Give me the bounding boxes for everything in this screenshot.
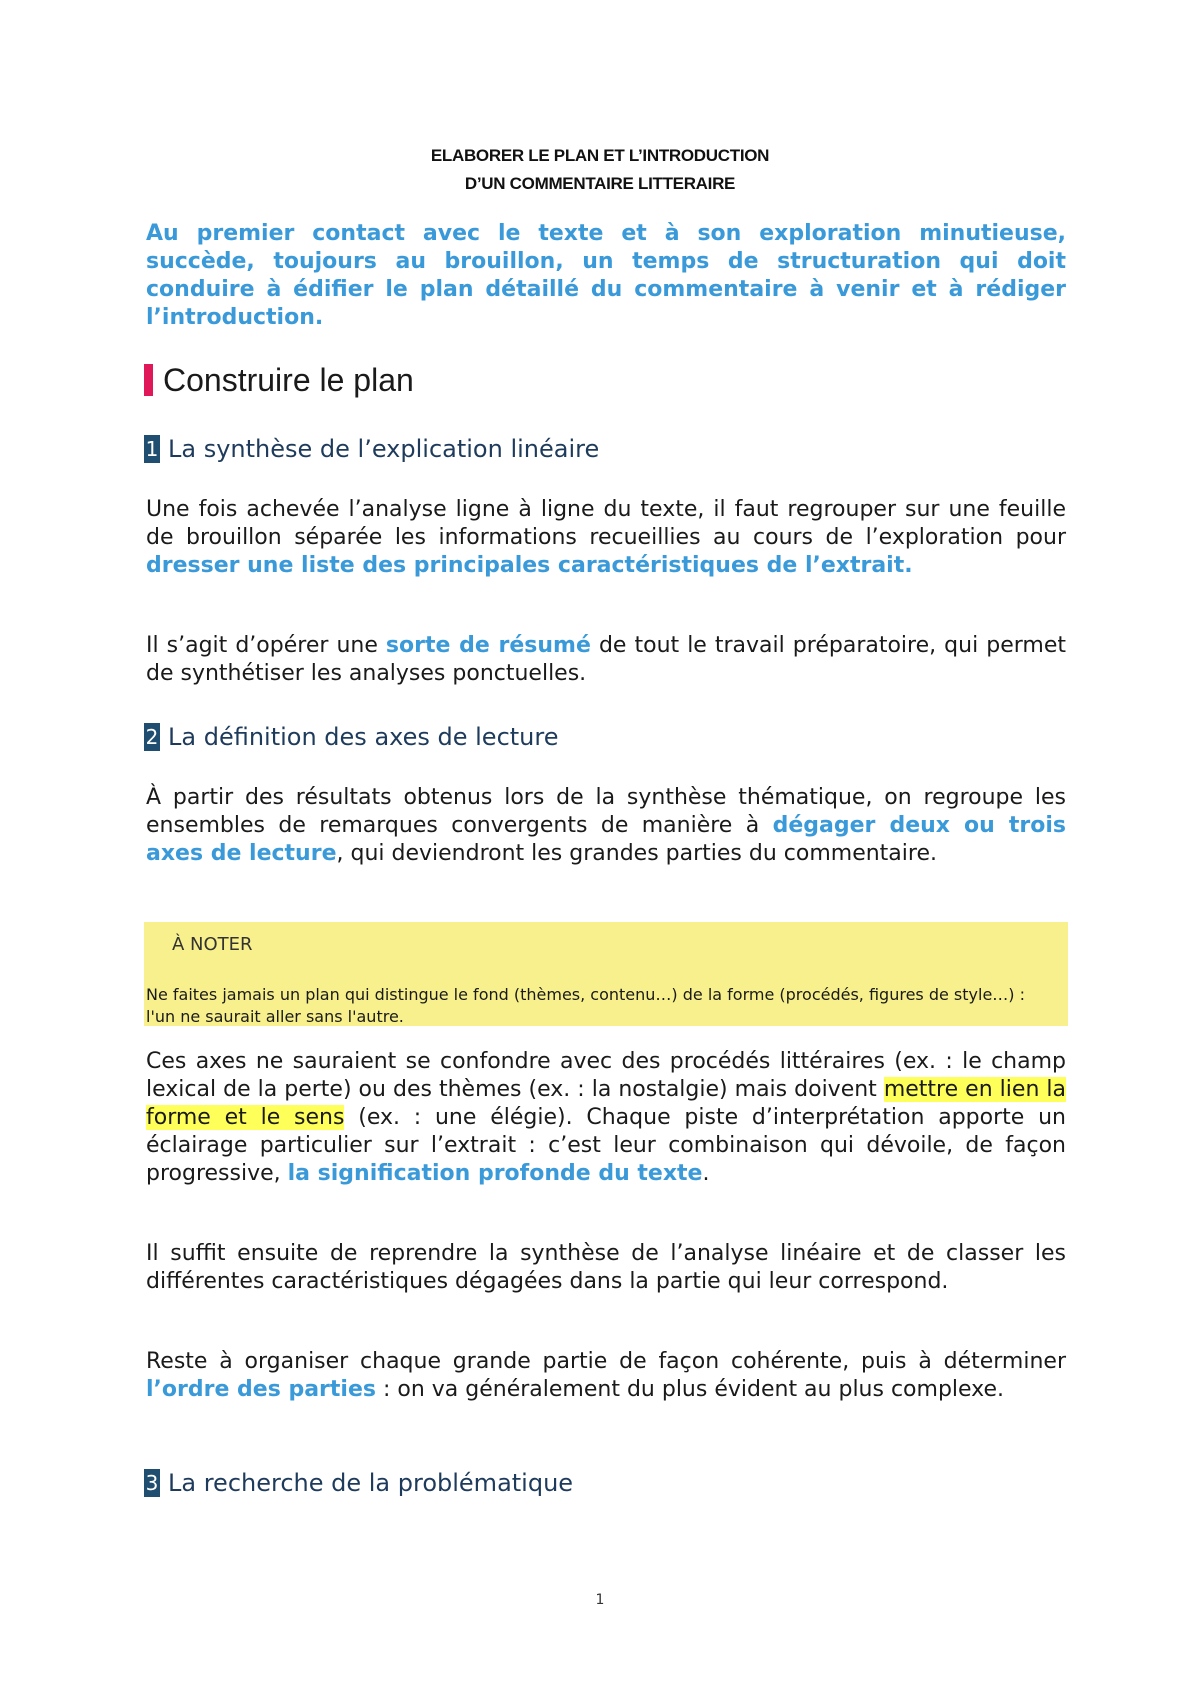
emphasis-text: dégager deux ou trois axes de lecture [146, 813, 1066, 866]
section-title: Construire le plan [163, 361, 414, 398]
paragraph-axes [146, 784, 1066, 868]
emphasis-text: l’ordre des parties [146, 1377, 376, 1402]
subsection-heading-2 [144, 722, 559, 752]
paragraph-text: Reste à organiser chaque grande partie de façon cohérente, puis à déterminer [146, 1349, 1066, 1374]
subsection-heading-3 [144, 1468, 573, 1498]
subsection-number-1: 1 [145, 437, 159, 461]
emphasis-text: dresser une liste des principales caractéristiques de l’extrait. [146, 553, 913, 578]
subsection-title-3: La recherche de la problématique [168, 1469, 574, 1497]
paragraph-text: Il s’agit d’opérer une [146, 633, 386, 658]
paragraph-procedes [146, 1048, 1066, 1188]
paragraph-text: Une fois achevée l’analyse ligne à ligne du texte, il faut regrouper sur une feuille de brouillon séparée les informations recueillies au cours de l’exploration pour [146, 497, 1066, 550]
paragraph-text: À partir des résultats obtenus lors de la synthèse thématique, on regroupe les ensembles de remarques convergents de manière à [146, 785, 1066, 838]
page-number: 1 [595, 1592, 605, 1608]
subsection-title-1: La synthèse de l’explication linéaire [168, 435, 600, 463]
intro-paragraph: Au premier contact avec le texte et à son exploration minutieuse, succède, toujours au brouillon, un temps de structuration qui doit conduire à édifier le plan détaillé du commentaire à venir et à rédiger l’introduction. [146, 221, 1066, 330]
paragraph-text: Ces axes ne sauraient se confondre avec des procédés littéraires (ex. : le champ lexical de la perte) ou des thèmes (ex. : la nostalgie) mais doivent [146, 1049, 1066, 1102]
highlighted-text: mettre en lien la forme et le sens [146, 1077, 1067, 1130]
document-title-line2: D’UN COMMENTAIRE LITTERAIRE [464, 174, 736, 193]
paragraph-text: , qui deviendront les grandes parties du commentaire. [336, 841, 937, 866]
paragraph-text: (ex. : une élégie). Chaque piste d’interprétation apporte un éclairage particulier sur l’extrait : c’est leur combinaison qui dévoile, de façon progressive, [146, 1105, 1066, 1186]
subsection-number-3: 3 [145, 1471, 159, 1495]
subsection-title-2: La définition des axes de lecture [168, 723, 559, 751]
paragraph-resume [146, 632, 1066, 688]
emphasis-text: sorte de résumé [385, 633, 591, 658]
note-box [144, 922, 1068, 1026]
section-heading-construire [144, 360, 414, 400]
note-text: Ne faites jamais un plan qui distingue le fond (thèmes, contenu…) de la forme (procédés, figures de style…) : l'un ne saurait aller sans l'autre. [146, 985, 1026, 1026]
paragraph-text: . [702, 1161, 710, 1186]
paragraph-text: Il suffit ensuite de reprendre la synthèse de l’analyse linéaire et de classer les différentes caractéristiques dégagées dans la partie qui leur correspond. [146, 1241, 1066, 1294]
emphasis-text: la signification profonde du texte [287, 1161, 703, 1186]
document-title-line1: ELABORER LE PLAN ET L’INTRODUCTION [430, 146, 770, 165]
paragraph-text: : on va généralement du plus évident au plus complexe. [375, 1377, 1005, 1402]
subsection-number-2: 2 [145, 725, 159, 749]
section-number-marker: I [144, 364, 152, 395]
paragraph-text: de tout le travail préparatoire, qui permet de synthétiser les analyses ponctuelles. [146, 633, 1066, 686]
paragraph-ordre [146, 1348, 1066, 1404]
subsection-heading-1 [144, 434, 599, 464]
note-label: À NOTER [172, 934, 253, 955]
paragraph-synthese [146, 496, 1066, 580]
paragraph-classer [146, 1240, 1066, 1296]
